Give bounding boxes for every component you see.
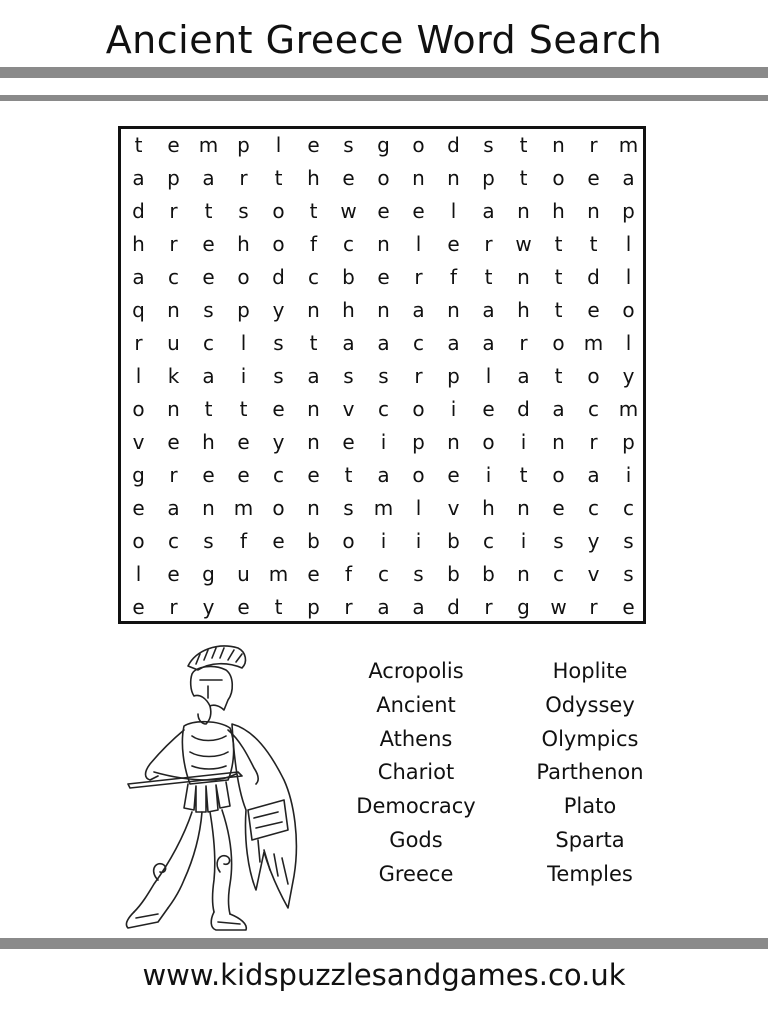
grid-letter: e <box>447 463 460 487</box>
grid-letter: o <box>342 529 355 553</box>
grid-letter: t <box>274 595 283 619</box>
grid-letter: s <box>623 529 634 553</box>
grid-row <box>121 327 643 360</box>
grid-letter: c <box>168 529 179 553</box>
grid-letter: o <box>412 133 425 157</box>
grid-letter: c <box>588 496 599 520</box>
grid-letter: p <box>167 166 180 190</box>
grid-letter: o <box>412 397 425 421</box>
grid-letter: n <box>447 430 460 454</box>
grid-letter: t <box>554 298 563 322</box>
grid-letter: s <box>273 331 284 355</box>
grid-letter: d <box>272 265 285 289</box>
grid-letter: f <box>449 265 458 289</box>
grid-letter: s <box>343 364 354 388</box>
grid-letter: t <box>134 133 143 157</box>
grid-letter: l <box>485 364 492 388</box>
grid-letter: e <box>307 463 320 487</box>
grid-letter: a <box>377 595 390 619</box>
grid-letter: n <box>377 298 390 322</box>
grid-letter: e <box>377 265 390 289</box>
grid-letter: d <box>447 133 460 157</box>
word-list-item: Acropolis <box>368 659 464 683</box>
grid-letter: n <box>307 430 320 454</box>
grid-row <box>121 261 643 294</box>
word-list-item: Temples <box>547 862 633 886</box>
word-list-item: Democracy <box>356 794 476 818</box>
grid-letter: l <box>415 232 422 256</box>
grid-letter: o <box>552 331 565 355</box>
grid-letter: c <box>308 265 319 289</box>
grid-letter: a <box>482 298 495 322</box>
grid-letter: s <box>553 529 564 553</box>
grid-letter: r <box>344 595 353 619</box>
grid-letter: r <box>484 595 493 619</box>
grid-letter: m <box>198 133 219 157</box>
grid-letter: h <box>517 298 530 322</box>
grid-letter: s <box>203 298 214 322</box>
footer-divider <box>0 938 768 949</box>
grid-row <box>121 228 643 261</box>
grid-letter: r <box>169 232 178 256</box>
grid-letter: r <box>589 595 598 619</box>
grid-letter: a <box>482 331 495 355</box>
grid-letter: o <box>272 199 285 223</box>
grid-letter: n <box>552 133 565 157</box>
grid-row <box>121 591 643 624</box>
grid-letter: m <box>268 562 289 586</box>
grid-letter: d <box>132 199 145 223</box>
grid-letter: b <box>307 529 320 553</box>
footer-website: www.kidspuzzlesandgames.co.uk <box>142 958 626 992</box>
grid-letter: y <box>622 364 635 388</box>
grid-letter: e <box>587 166 600 190</box>
grid-letter: y <box>587 529 600 553</box>
grid-letter: v <box>132 430 145 454</box>
grid-letter: a <box>202 166 215 190</box>
grid-letter: t <box>519 463 528 487</box>
grid-letter: n <box>307 496 320 520</box>
grid-letter: o <box>622 298 635 322</box>
grid-letter: c <box>483 529 494 553</box>
grid-letter: y <box>202 595 215 619</box>
grid-letter: a <box>412 595 425 619</box>
grid-letter: p <box>622 199 635 223</box>
grid-letter: e <box>447 232 460 256</box>
grid-letter: r <box>134 331 143 355</box>
header-divider-thin <box>0 95 768 101</box>
grid-letter: a <box>447 331 460 355</box>
grid-letter: g <box>517 595 530 619</box>
grid-letter: c <box>378 562 389 586</box>
grid-letter: t <box>484 265 493 289</box>
grid-letter: l <box>240 331 247 355</box>
grid-letter: e <box>272 397 285 421</box>
grid-letter: c <box>273 463 284 487</box>
word-list-item: Ancient <box>376 693 456 717</box>
grid-letter: w <box>340 199 357 223</box>
grid-letter: a <box>552 397 565 421</box>
grid-letter: n <box>167 298 180 322</box>
grid-letter: c <box>413 331 424 355</box>
grid-letter: h <box>552 199 565 223</box>
grid-letter: n <box>587 199 600 223</box>
grid-letter: p <box>482 166 495 190</box>
grid-letter: c <box>588 397 599 421</box>
grid-letter: l <box>415 496 422 520</box>
grid-letter: n <box>517 265 530 289</box>
grid-letter: u <box>167 331 180 355</box>
grid-letter: a <box>412 298 425 322</box>
grid-letter: e <box>202 463 215 487</box>
grid-letter: e <box>307 562 320 586</box>
grid-letter: e <box>167 133 180 157</box>
grid-letter: i <box>520 529 527 553</box>
grid-letter: b <box>342 265 355 289</box>
grid-letter: e <box>132 595 145 619</box>
grid-letter: d <box>517 397 530 421</box>
grid-letter: w <box>550 595 567 619</box>
grid-letter: e <box>412 199 425 223</box>
grid-letter: t <box>204 199 213 223</box>
grid-letter: p <box>447 364 460 388</box>
grid-letter: g <box>132 463 145 487</box>
grid-letter: i <box>380 529 387 553</box>
grid-letter: e <box>622 595 635 619</box>
grid-letter: t <box>554 364 563 388</box>
grid-letter: n <box>552 430 565 454</box>
word-list-item: Athens <box>379 727 453 751</box>
grid-letter: e <box>552 496 565 520</box>
grid-letter: m <box>618 397 639 421</box>
grid-letter: m <box>618 133 639 157</box>
grid-letter: t <box>204 397 213 421</box>
grid-letter: n <box>167 397 180 421</box>
grid-letter: t <box>554 232 563 256</box>
grid-letter: s <box>203 529 214 553</box>
grid-letter: l <box>275 133 282 157</box>
grid-letter: i <box>450 397 457 421</box>
grid-letter: u <box>237 562 250 586</box>
grid-letter: f <box>309 232 318 256</box>
grid-letter: h <box>342 298 355 322</box>
grid-letter: a <box>517 364 530 388</box>
grid-letter: i <box>415 529 422 553</box>
grid-letter: e <box>587 298 600 322</box>
grid-letter: a <box>132 265 145 289</box>
grid-row <box>121 492 643 525</box>
grid-letter: p <box>237 133 250 157</box>
word-list-item: Olympics <box>541 727 639 751</box>
grid-letter: i <box>240 364 247 388</box>
grid-letter: b <box>482 562 495 586</box>
word-search-grid <box>118 126 646 624</box>
grid-letter: c <box>203 331 214 355</box>
grid-letter: p <box>237 298 250 322</box>
grid-letter: p <box>412 430 425 454</box>
grid-letter: r <box>169 463 178 487</box>
grid-row <box>121 162 643 195</box>
grid-letter: s <box>238 199 249 223</box>
grid-letter: v <box>342 397 355 421</box>
grid-letter: g <box>377 133 390 157</box>
grid-letter: r <box>239 166 248 190</box>
grid-letter: e <box>482 397 495 421</box>
grid-letter: e <box>342 166 355 190</box>
grid-letter: o <box>237 265 250 289</box>
grid-letter: r <box>589 133 598 157</box>
grid-letter: b <box>447 562 460 586</box>
grid-letter: e <box>237 595 250 619</box>
grid-letter: c <box>623 496 634 520</box>
grid-letter: e <box>202 265 215 289</box>
grid-letter: o <box>377 166 390 190</box>
hoplite-warrior-icon <box>88 640 310 936</box>
grid-letter: e <box>342 430 355 454</box>
grid-letter: h <box>202 430 215 454</box>
grid-letter: m <box>233 496 254 520</box>
grid-letter: a <box>377 331 390 355</box>
grid-letter: s <box>378 364 389 388</box>
grid-letter: f <box>239 529 248 553</box>
word-list-item: Parthenon <box>536 760 644 784</box>
grid-letter: n <box>377 232 390 256</box>
grid-letter: g <box>202 562 215 586</box>
grid-letter: c <box>168 265 179 289</box>
grid-letter: r <box>589 430 598 454</box>
grid-letter: s <box>483 133 494 157</box>
grid-letter: s <box>273 364 284 388</box>
grid-letter: n <box>412 166 425 190</box>
grid-letter: h <box>132 232 145 256</box>
grid-letter: m <box>583 331 604 355</box>
grid-letter: t <box>344 463 353 487</box>
grid-letter: a <box>167 496 180 520</box>
grid-letter: n <box>447 166 460 190</box>
grid-letter: l <box>135 364 142 388</box>
grid-letter: c <box>378 397 389 421</box>
page-title: Ancient Greece Word Search <box>105 18 663 62</box>
grid-letter: o <box>552 166 565 190</box>
grid-letter: y <box>272 430 285 454</box>
word-list-item: Chariot <box>377 760 455 784</box>
grid-letter: s <box>413 562 424 586</box>
grid-row <box>121 129 643 162</box>
grid-letter: a <box>482 199 495 223</box>
grid-letter: a <box>377 463 390 487</box>
grid-letter: o <box>132 397 145 421</box>
word-list-item: Gods <box>389 828 443 852</box>
grid-letter: v <box>447 496 460 520</box>
grid-letter: p <box>622 430 635 454</box>
grid-letter: a <box>132 166 145 190</box>
grid-row <box>121 558 643 591</box>
grid-letter: a <box>202 364 215 388</box>
grid-letter: a <box>307 364 320 388</box>
grid-letter: e <box>167 562 180 586</box>
grid-letter: t <box>589 232 598 256</box>
word-list-item: Sparta <box>555 828 625 852</box>
grid-letter: r <box>414 265 423 289</box>
grid-letter: s <box>623 562 634 586</box>
grid-letter: o <box>272 496 285 520</box>
word-list-item: Greece <box>378 862 454 886</box>
grid-letter: h <box>307 166 320 190</box>
grid-letter: t <box>309 331 318 355</box>
grid-letter: t <box>309 199 318 223</box>
grid-letter: o <box>482 430 495 454</box>
grid-letter: o <box>132 529 145 553</box>
grid-letter: t <box>519 133 528 157</box>
grid-letter: t <box>519 166 528 190</box>
grid-letter: q <box>132 298 145 322</box>
grid-letter: h <box>482 496 495 520</box>
grid-row <box>121 393 643 426</box>
grid-letter: f <box>344 562 353 586</box>
grid-letter: b <box>447 529 460 553</box>
grid-letter: p <box>307 595 320 619</box>
grid-letter: e <box>272 529 285 553</box>
grid-letter: i <box>520 430 527 454</box>
word-list-item: Hoplite <box>552 659 628 683</box>
grid-letter: n <box>517 496 530 520</box>
grid-letter: h <box>237 232 250 256</box>
grid-letter: i <box>380 430 387 454</box>
grid-letter: l <box>450 199 457 223</box>
grid-letter: l <box>625 331 632 355</box>
grid-letter: t <box>239 397 248 421</box>
grid-letter: o <box>272 232 285 256</box>
grid-letter: a <box>587 463 600 487</box>
grid-letter: c <box>553 562 564 586</box>
grid-letter: a <box>342 331 355 355</box>
grid-letter: o <box>412 463 425 487</box>
grid-letter: t <box>554 265 563 289</box>
grid-letter: e <box>377 199 390 223</box>
grid-letter: l <box>135 562 142 586</box>
grid-letter: e <box>237 430 250 454</box>
grid-row <box>121 525 643 558</box>
grid-letter: d <box>447 595 460 619</box>
grid-letter: c <box>343 232 354 256</box>
grid-letter: o <box>552 463 565 487</box>
grid-letter: v <box>587 562 600 586</box>
grid-letter: e <box>237 463 250 487</box>
grid-letter: s <box>343 496 354 520</box>
grid-letter: n <box>307 397 320 421</box>
grid-row <box>121 360 643 393</box>
grid-letter: e <box>167 430 180 454</box>
word-list-item: Plato <box>563 794 617 818</box>
grid-letter: e <box>307 133 320 157</box>
grid-letter: l <box>625 232 632 256</box>
grid-row <box>121 195 643 228</box>
grid-letter: r <box>414 364 423 388</box>
grid-letter: n <box>307 298 320 322</box>
grid-row <box>121 426 643 459</box>
grid-letter: y <box>272 298 285 322</box>
grid-letter: s <box>343 133 354 157</box>
grid-letter: o <box>587 364 600 388</box>
grid-letter: r <box>519 331 528 355</box>
grid-letter: n <box>447 298 460 322</box>
grid-letter: e <box>202 232 215 256</box>
grid-letter: r <box>169 595 178 619</box>
grid-letter: r <box>169 199 178 223</box>
grid-letter: n <box>202 496 215 520</box>
word-list-item: Odyssey <box>545 693 635 717</box>
grid-letter: w <box>515 232 532 256</box>
grid-letter: l <box>625 265 632 289</box>
grid-letter: e <box>132 496 145 520</box>
grid-row <box>121 294 643 327</box>
grid-letter: d <box>587 265 600 289</box>
grid-letter: n <box>517 199 530 223</box>
grid-letter: a <box>622 166 635 190</box>
grid-letter: i <box>625 463 632 487</box>
grid-letter: i <box>485 463 492 487</box>
grid-letter: t <box>274 166 283 190</box>
grid-row <box>121 459 643 492</box>
grid-letter: m <box>373 496 394 520</box>
grid-letter: k <box>167 364 180 388</box>
header-divider-thick <box>0 67 768 78</box>
grid-letter: r <box>484 232 493 256</box>
grid-letter: n <box>517 562 530 586</box>
